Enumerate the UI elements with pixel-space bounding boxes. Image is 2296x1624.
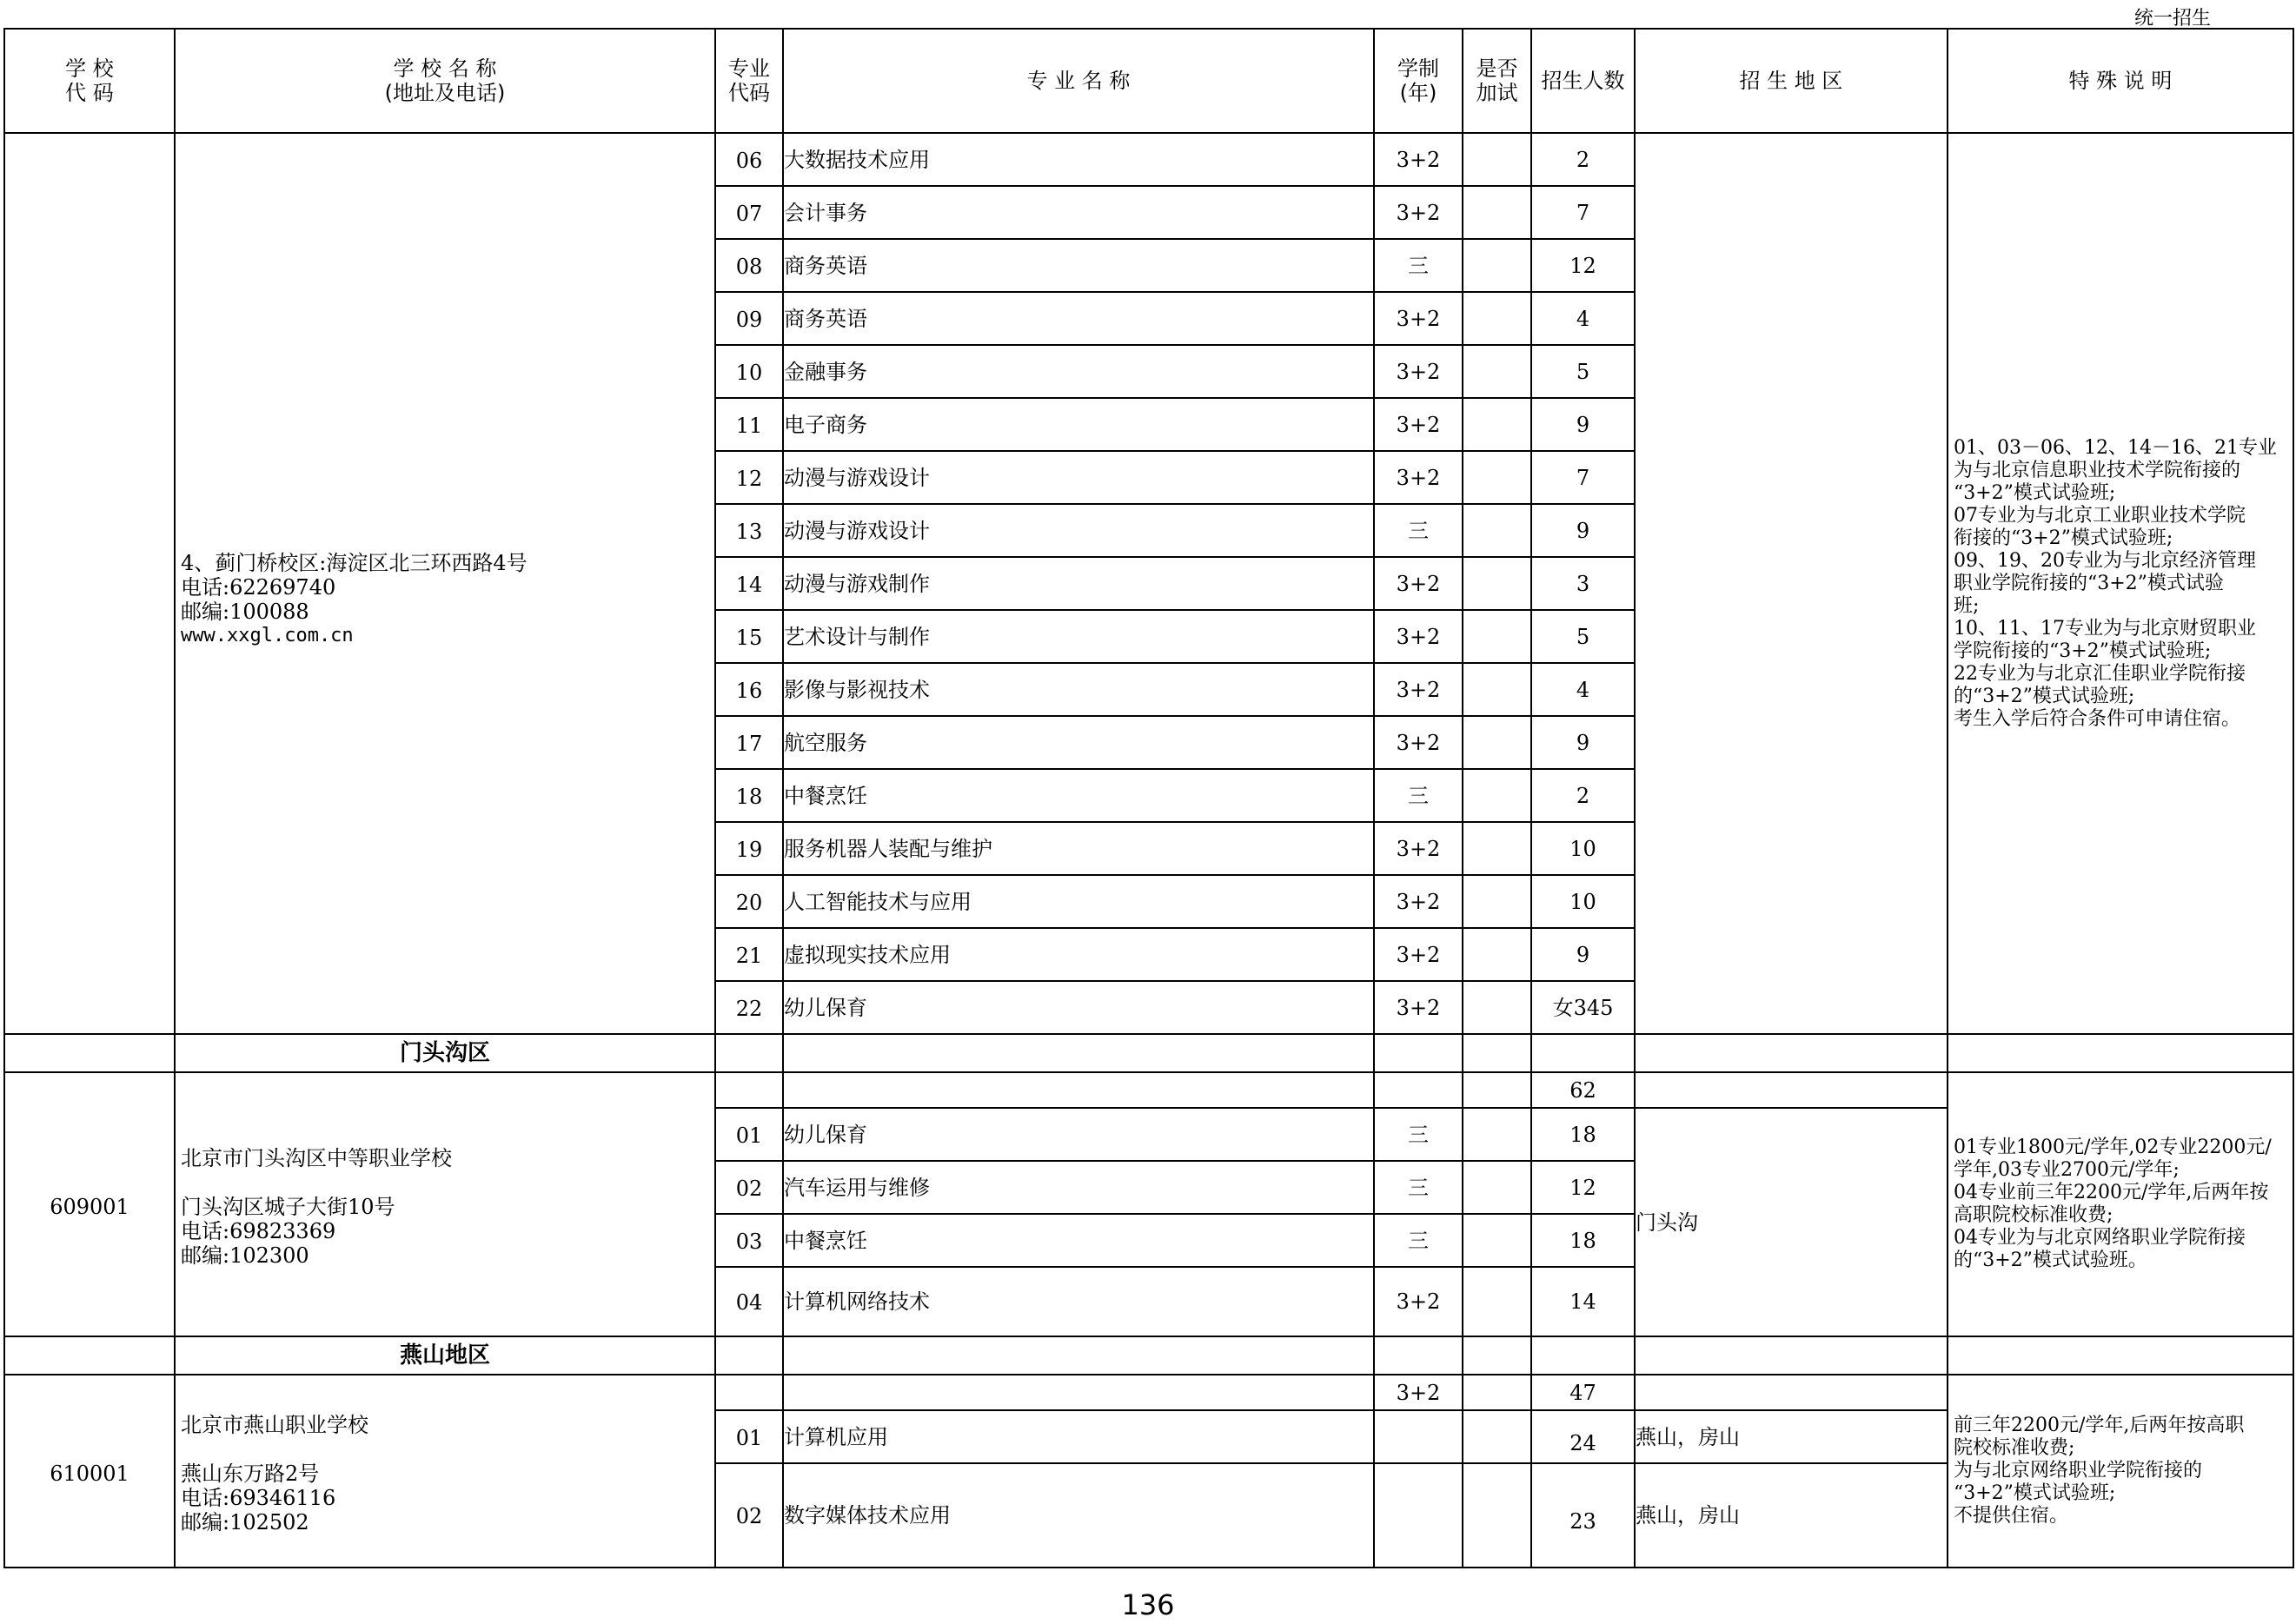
note-line: “3+2”模式试验班;: [1954, 481, 2116, 504]
district-header-row: [4, 1336, 2293, 1375]
major-code: 06: [715, 133, 783, 186]
extra-exam-cell: [1463, 1267, 1531, 1336]
major-name: 艺术设计与制作: [783, 610, 1374, 663]
extra-exam-cell: [1463, 451, 1531, 504]
header-school-name: 学 校 名 称 (地址及电话): [175, 29, 715, 133]
school-total-count: 47: [1531, 1375, 1635, 1410]
major-duration: 三: [1374, 239, 1463, 292]
extra-exam-cell: [1463, 292, 1531, 345]
table-row: [4, 133, 2293, 186]
note-line: 衔接的“3+2”模式试验班;: [1954, 527, 2173, 549]
major-count: 9: [1531, 716, 1635, 769]
major-code: 10: [715, 345, 783, 398]
major-count: 7: [1531, 186, 1635, 239]
major-duration: 3+2: [1374, 610, 1463, 663]
extra-exam-cell: [1463, 928, 1531, 981]
school-summary-row: [4, 1375, 2293, 1410]
school-postcode: 邮编:102502: [181, 1510, 309, 1535]
major-code: 01: [715, 1108, 783, 1161]
major-count: 9: [1531, 928, 1635, 981]
extra-exam-cell: [1463, 981, 1531, 1034]
major-code: 19: [715, 822, 783, 875]
major-count: 12: [1531, 1161, 1635, 1214]
major-duration: 三: [1374, 1161, 1463, 1214]
empty-cell: [715, 1072, 783, 1108]
note-line: 04专业前三年2200元/学年,后两年按: [1954, 1182, 2269, 1203]
extra-exam-cell: [1463, 1410, 1531, 1463]
header-region: 招 生 地 区: [1635, 29, 1948, 133]
extra-exam-cell: [1463, 1108, 1531, 1161]
note-line: 09、19、20专业为与北京经济管理: [1954, 549, 2256, 572]
note-line: 职业学院衔接的“3+2”模式试验: [1954, 572, 2224, 594]
major-code: 02: [715, 1161, 783, 1214]
major-count: 18: [1531, 1108, 1635, 1161]
major-name: 电子商务: [783, 398, 1374, 451]
extra-exam-cell: [1463, 504, 1531, 557]
table-header-row: [4, 29, 2293, 133]
region-cell: 燕山，房山: [1635, 1410, 1948, 1463]
major-duration: 3+2: [1374, 398, 1463, 451]
empty-cell: [1635, 1336, 1948, 1375]
major-code: 04: [715, 1267, 783, 1336]
major-name: 计算机应用: [783, 1410, 1374, 1463]
major-count: 9: [1531, 504, 1635, 557]
major-code: 13: [715, 504, 783, 557]
extra-exam-cell: [1463, 345, 1531, 398]
special-notes-cell: [1948, 133, 2293, 1034]
header-extra-exam: 是否 加试: [1463, 29, 1531, 133]
major-name: 会计事务: [783, 186, 1374, 239]
major-count: 10: [1531, 822, 1635, 875]
empty-cell: [783, 1034, 1374, 1072]
school-summary-row: [4, 1072, 2293, 1108]
major-name: 影像与影视技术: [783, 663, 1374, 716]
empty-cell: [4, 1336, 175, 1375]
extra-exam-cell: [1463, 875, 1531, 928]
note-line: 的“3+2”模式试验班;: [1954, 685, 2135, 707]
note-line: 的“3+2”模式试验班。: [1954, 1249, 2147, 1271]
major-name: 航空服务: [783, 716, 1374, 769]
major-code: 15: [715, 610, 783, 663]
major-name: 计算机网络技术: [783, 1267, 1374, 1336]
major-name: 服务机器人装配与维护: [783, 822, 1374, 875]
note-line: 班;: [1954, 594, 1980, 617]
header-school-code: 学 校 代 码: [4, 29, 175, 133]
school-phone: 电话:69346116: [181, 1486, 336, 1510]
major-count: 10: [1531, 875, 1635, 928]
enrollment-table: [3, 28, 2294, 1568]
major-count: 4: [1531, 292, 1635, 345]
major-name: 汽车运用与维修: [783, 1161, 1374, 1214]
empty-cell: [1374, 1336, 1463, 1375]
extra-exam-cell: [1463, 822, 1531, 875]
major-name: 商务英语: [783, 239, 1374, 292]
school-phone: 电话:62269740: [181, 574, 336, 600]
major-code: 20: [715, 875, 783, 928]
major-code: 17: [715, 716, 783, 769]
major-code: 22: [715, 981, 783, 1034]
major-duration: 3+2: [1374, 345, 1463, 398]
note-line: 高职院校标准收费;: [1954, 1204, 2114, 1226]
header-major-code: 专业 代码: [715, 29, 783, 133]
header-duration: 学制 (年): [1374, 29, 1463, 133]
note-line: 10、11、17专业为与北京财贸职业: [1954, 617, 2256, 640]
major-name: 数字媒体技术应用: [783, 1463, 1374, 1568]
region-cell: 门头沟: [1635, 1108, 1948, 1336]
empty-cell: [1531, 1336, 1635, 1375]
major-duration: 3+2: [1374, 981, 1463, 1034]
major-duration: 三: [1374, 1214, 1463, 1267]
extra-exam-cell: [1463, 1214, 1531, 1267]
major-name: 中餐烹饪: [783, 1214, 1374, 1267]
major-code: 12: [715, 451, 783, 504]
major-count: 14: [1531, 1267, 1635, 1336]
major-duration: [1374, 1463, 1463, 1568]
major-count: 18: [1531, 1214, 1635, 1267]
school-name-address-cell: [175, 1072, 715, 1336]
major-duration: 3+2: [1374, 186, 1463, 239]
empty-cell: [1635, 1072, 1948, 1108]
school-code: 609001: [4, 1072, 175, 1336]
major-name: 动漫与游戏设计: [783, 504, 1374, 557]
district-header-row: [4, 1034, 2293, 1072]
major-name: 大数据技术应用: [783, 133, 1374, 186]
extra-exam-cell: [1463, 133, 1531, 186]
school-code: 610001: [4, 1375, 175, 1568]
note-line: 07专业为与北京工业职业技术学院: [1954, 504, 2246, 527]
major-count: 2: [1531, 133, 1635, 186]
empty-cell: [715, 1034, 783, 1072]
major-count: 12: [1531, 239, 1635, 292]
major-count: 23: [1531, 1463, 1635, 1568]
empty-cell: [783, 1072, 1374, 1108]
major-duration: 3+2: [1374, 133, 1463, 186]
major-duration: 三: [1374, 504, 1463, 557]
campus-address: 4、蓟门桥校区:海淀区北三环西路4号: [181, 550, 528, 575]
empty-cell: [715, 1336, 783, 1375]
major-duration: 3+2: [1374, 451, 1463, 504]
empty-cell: [1463, 1375, 1531, 1410]
empty-cell: [1948, 1034, 2293, 1072]
major-duration: 3+2: [1374, 663, 1463, 716]
major-name: 商务英语: [783, 292, 1374, 345]
empty-cell: [1635, 1375, 1948, 1410]
major-count: 5: [1531, 345, 1635, 398]
extra-exam-cell: [1463, 398, 1531, 451]
empty-cell: [1635, 1034, 1948, 1072]
major-name: 幼儿保育: [783, 1108, 1374, 1161]
major-duration: 3+2: [1374, 292, 1463, 345]
major-count: 女345: [1531, 981, 1635, 1034]
major-count: 7: [1531, 451, 1635, 504]
extra-exam-cell: [1463, 1463, 1531, 1568]
note-line: 考生入学后符合条件可申请住宿。: [1954, 707, 2241, 730]
empty-cell: [1374, 1034, 1463, 1072]
major-code: 08: [715, 239, 783, 292]
major-duration: 3+2: [1374, 928, 1463, 981]
region-cell: [1635, 133, 1948, 1034]
note-line: “3+2”模式试验班;: [1954, 1482, 2116, 1504]
page-number: 136: [1121, 1588, 1175, 1621]
major-name: 金融事务: [783, 345, 1374, 398]
school-name: 北京市燕山职业学校: [181, 1413, 368, 1437]
major-name: 幼儿保育: [783, 981, 1374, 1034]
school-postcode: 邮编:100088: [181, 599, 309, 624]
major-name: 动漫与游戏设计: [783, 451, 1374, 504]
school-phone: 电话:69823369: [181, 1219, 336, 1243]
major-count: 24: [1531, 1410, 1635, 1463]
empty-cell: [4, 1034, 175, 1072]
empty-cell: [783, 1375, 1374, 1410]
extra-exam-cell: [1463, 557, 1531, 610]
major-duration: 三: [1374, 1108, 1463, 1161]
note-line: 前三年2200元/学年,后两年按高职: [1954, 1415, 2245, 1436]
note-line: 01专业1800元/学年,02专业2200元/: [1954, 1137, 2272, 1158]
extra-exam-cell: [1463, 186, 1531, 239]
note-line: 学年,03专业2700元/学年;: [1954, 1159, 2180, 1181]
header-notes: 特 殊 说 明: [1948, 29, 2293, 133]
major-count: 2: [1531, 769, 1635, 822]
major-duration: 三: [1374, 769, 1463, 822]
school-code-cell: [4, 133, 175, 1034]
major-duration: 3+2: [1374, 875, 1463, 928]
school-website: www.xxgl.com.cn: [181, 624, 354, 646]
major-name: 人工智能技术与应用: [783, 875, 1374, 928]
empty-cell: [715, 1375, 783, 1410]
empty-cell: [1374, 1072, 1463, 1108]
school-name: 北京市门头沟区中等职业学校: [181, 1146, 452, 1170]
major-duration: [1374, 1410, 1463, 1463]
note-line: 01、03－06、12、14－16、21专业: [1954, 436, 2277, 459]
special-notes-cell: [1948, 1375, 2293, 1568]
major-code: 16: [715, 663, 783, 716]
major-code: 02: [715, 1463, 783, 1568]
major-name: 虚拟现实技术应用: [783, 928, 1374, 981]
empty-cell: [1463, 1034, 1531, 1072]
header-major-name: 专 业 名 称: [783, 29, 1374, 133]
extra-exam-cell: [1463, 1161, 1531, 1214]
school-name-address-cell: [175, 1375, 715, 1568]
major-code: 14: [715, 557, 783, 610]
extra-exam-cell: [1463, 716, 1531, 769]
major-duration: 3+2: [1374, 822, 1463, 875]
empty-cell: [1463, 1336, 1531, 1375]
major-code: 11: [715, 398, 783, 451]
major-duration: 3+2: [1374, 716, 1463, 769]
empty-cell: [783, 1336, 1374, 1375]
district-name: 门头沟区: [175, 1034, 715, 1072]
special-notes-cell: [1948, 1072, 2293, 1336]
note-line: 04专业为与北京网络职业学院衔接: [1954, 1227, 2246, 1249]
extra-exam-cell: [1463, 769, 1531, 822]
school-address: 门头沟区城子大街10号: [181, 1195, 395, 1219]
major-count: 3: [1531, 557, 1635, 610]
major-duration: 3+2: [1374, 557, 1463, 610]
major-count: 5: [1531, 610, 1635, 663]
school-postcode: 邮编:102300: [181, 1243, 309, 1268]
note-line: 院校标准收费;: [1954, 1437, 2075, 1459]
empty-cell: [1463, 1072, 1531, 1108]
major-duration: 3+2: [1374, 1267, 1463, 1336]
extra-exam-cell: [1463, 610, 1531, 663]
major-count: 4: [1531, 663, 1635, 716]
extra-exam-cell: [1463, 239, 1531, 292]
major-name: 中餐烹饪: [783, 769, 1374, 822]
major-code: 01: [715, 1410, 783, 1463]
major-code: 18: [715, 769, 783, 822]
school-address-cell: [175, 133, 715, 1034]
note-line: 为与北京网络职业学院衔接的: [1954, 1460, 2203, 1481]
major-count: 9: [1531, 398, 1635, 451]
school-duration: 3+2: [1374, 1375, 1463, 1410]
note-line: 22专业为与北京汇佳职业学院衔接: [1954, 662, 2246, 685]
major-name: 动漫与游戏制作: [783, 557, 1374, 610]
major-code: 21: [715, 928, 783, 981]
major-code: 07: [715, 186, 783, 239]
major-code: 03: [715, 1214, 783, 1267]
major-code: 09: [715, 292, 783, 345]
school-total-count: 62: [1531, 1072, 1635, 1108]
school-address: 燕山东万路2号: [181, 1462, 320, 1486]
note-line: 不提供住宿。: [1954, 1505, 2069, 1527]
region-cell: 燕山，房山: [1635, 1463, 1948, 1568]
empty-cell: [1531, 1034, 1635, 1072]
empty-cell: [1948, 1336, 2293, 1375]
page-corner-label: 统一招生: [2134, 8, 2212, 30]
header-enrollment: 招生人数: [1531, 29, 1635, 133]
note-line: 为与北京信息职业技术学院衔接的: [1954, 459, 2241, 481]
district-name: 燕山地区: [175, 1336, 715, 1375]
note-line: 学院衔接的“3+2”模式试验班;: [1954, 640, 2212, 662]
extra-exam-cell: [1463, 663, 1531, 716]
